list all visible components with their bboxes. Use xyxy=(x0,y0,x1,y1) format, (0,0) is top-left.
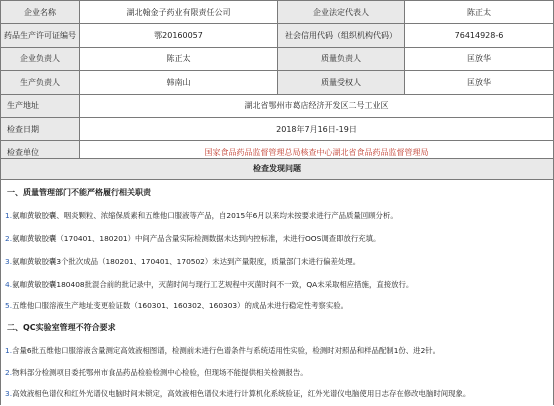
credit-code-value: 76414928-6 xyxy=(405,24,554,47)
item-number: 1. xyxy=(5,346,13,355)
legal-rep-label: 企业法定代表人 xyxy=(278,1,405,24)
item-number: 4. xyxy=(5,280,13,289)
info-row-3 xyxy=(1,47,554,70)
license-number-value: 鄂20160057 xyxy=(80,24,278,47)
enterprise-info-table xyxy=(0,0,554,165)
quality-head-value: 匡放华 xyxy=(405,47,554,70)
quality-head-label: 质量负责人 xyxy=(278,47,405,70)
item-number: 2. xyxy=(5,234,13,243)
production-head-value: 韩南山 xyxy=(80,71,278,94)
findings-body xyxy=(0,179,554,405)
item-number: 3. xyxy=(5,257,13,266)
license-number-label: 药品生产许可证编号 xyxy=(1,24,80,47)
section-1-item-4 xyxy=(5,279,413,290)
item-text: 氨咖黄敏胶囊（170401、180201）中间产品含量实际检测数据未达到内控标准，未进行OOS调查即放行充填。 xyxy=(12,234,381,243)
info-row-1 xyxy=(1,1,554,24)
address-value: 湖北省鄂州市葛店经济开发区二号工业区 xyxy=(80,94,554,117)
section-2-item-1 xyxy=(5,345,440,356)
section-1-item-5 xyxy=(5,300,348,311)
info-row-2 xyxy=(1,24,554,47)
section-1-item-2 xyxy=(5,233,380,244)
section-2-item-3 xyxy=(5,388,470,399)
section-2-title: 二、QC实验室管理不符合要求 xyxy=(7,323,116,332)
info-row-4 xyxy=(1,71,554,94)
item-text: 氨咖黄敏胶囊3个批次成品（180201、170401、170502）未达到产量限度，质量部门未进行偏差处理。 xyxy=(12,257,361,266)
findings-title: 检查发现问题 xyxy=(0,158,554,180)
enterprise-name-value: 湖北翰金子药业有限责任公司 xyxy=(80,1,278,24)
enterprise-name-label: 企业名称 xyxy=(1,1,80,24)
section-1-item-1 xyxy=(5,210,398,221)
address-label: 生产地址 xyxy=(1,94,80,117)
item-text: 物料部分检测项目委托鄂州市食品药品检验检测中心检验，但现场不能提供相关检测报告。 xyxy=(12,368,308,377)
credit-code-label: 社会信用代码（组织机构代码） xyxy=(278,24,405,47)
section-1-item-3 xyxy=(5,256,360,267)
item-number: 1. xyxy=(5,211,13,220)
qualified-person-value: 匡放华 xyxy=(405,71,554,94)
production-head-label: 生产负责人 xyxy=(1,71,80,94)
item-text: 氨咖黄敏胶囊、咽炎颗粒、浓缩保质素和五维他口服液等产品，自2015年6月以来均未按要求进行产品质量回顾分析。 xyxy=(12,211,398,220)
enterprise-head-value: 陈正太 xyxy=(80,47,278,70)
item-text: 氨咖黄敏胶囊180408批混合前的批记录中，灭菌时间与现行工艺规程中灭菌时间不一致，QA未采取相应措施，直接放行。 xyxy=(12,280,414,289)
info-row-date xyxy=(1,117,554,140)
unit-value: 国家食品药品监督管理总局核查中心湖北省食品药品监督管理局 xyxy=(80,141,554,164)
item-text: 五维他口服溶液生产地址变更验证数（160301、160302、160303）的成品未进行稳定性考察实验。 xyxy=(12,301,348,310)
enterprise-head-label: 企业负责人 xyxy=(1,47,80,70)
info-row-address xyxy=(1,94,554,117)
item-number: 3. xyxy=(5,389,13,398)
qualified-person-label: 质量受权人 xyxy=(278,71,405,94)
item-text: 含量6批五维他口服溶液含量测定高效液相图谱，检测前未进行色谱条件与系统适用性实验，检测时对照品和样品配制1份、进2针。 xyxy=(12,346,441,355)
date-label: 检查日期 xyxy=(1,117,80,140)
section-1-title: 一、质量管理部门不能严格履行相关职责 xyxy=(7,188,151,197)
item-number: 5. xyxy=(5,301,13,310)
item-text: 高效液相色谱仪和红外光谱仪电脑时间未锁定，高效液相色谱仪未进行计算机化系统验证，红外光谱仪电脑使用日志存在修改电脑时间现象。 xyxy=(12,389,471,398)
date-value: 2018年7月16日-19日 xyxy=(80,117,554,140)
section-2-item-2 xyxy=(5,367,308,378)
legal-rep-value: 陈正太 xyxy=(405,1,554,24)
item-number: 2. xyxy=(5,368,13,377)
unit-label: 检查单位 xyxy=(1,141,80,164)
